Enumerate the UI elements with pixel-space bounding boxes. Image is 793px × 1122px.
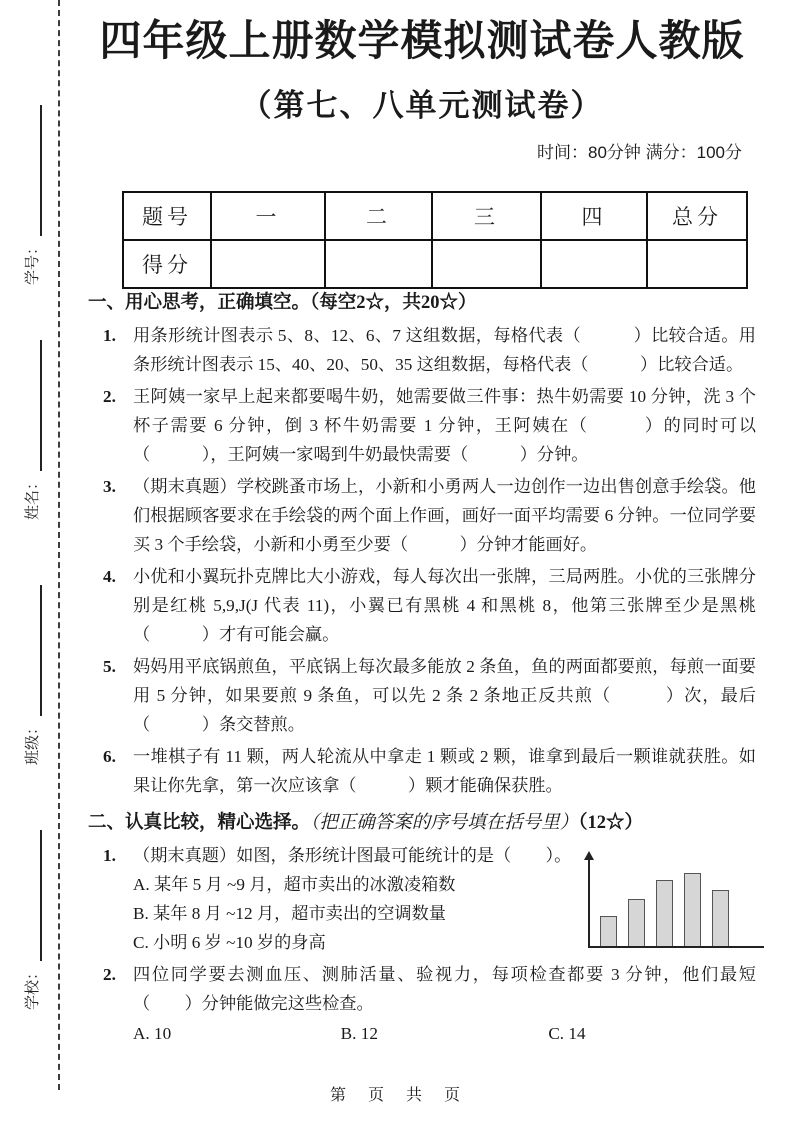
- section1-heading: [88, 287, 756, 318]
- section2-heading: [88, 807, 756, 838]
- score-table-cell-part1: 一: [211, 192, 325, 240]
- question-number: 2.: [103, 387, 116, 406]
- question-1-2: [88, 382, 756, 469]
- question-2-1: [88, 841, 756, 957]
- name-blank-line: [23, 340, 42, 471]
- question-number: 6.: [103, 747, 116, 766]
- question-number: 2.: [103, 965, 116, 984]
- question-1-3: [88, 472, 756, 559]
- binding-dashed-line: [58, 0, 60, 1090]
- section2-heading-points: （12☆）: [578, 813, 644, 833]
- school-blank-line: [23, 830, 42, 961]
- question-text: 王阿姨一家早上起来都要喝牛奶，她需要做三件事：热牛奶需要 10 分钟，洗 3 个杯子需要 6 分钟，倒 3 杯牛奶需要 1 分钟，王阿姨在（ ）的同时可以（ ），王阿姨一家喝到牛奶最快需要（ ）分钟。: [133, 387, 756, 464]
- header: [88, 16, 756, 163]
- bar: [600, 916, 617, 946]
- exam-body: [88, 287, 756, 1051]
- score-table-cell-question-no: 题号: [123, 192, 211, 240]
- score-cell-empty: [432, 240, 541, 288]
- score-cell-empty: [211, 240, 325, 288]
- question-text: 四位同学要去测血压、测肺活量、验视力，每项检查都要 3 分钟，他们最短（ ）分钟能做完这些检查。: [133, 965, 756, 1013]
- question-text: 用条形统计图表示 5、8、12、6、7 这组数据，每格代表（ ）比较合适。用条形统计图表示 15、40、20、50、35 这组数据，每格代表（ ）比较合适。: [133, 326, 756, 374]
- option-row: [133, 1019, 756, 1048]
- bar-chart: [588, 858, 764, 948]
- sidebar-field-school: [18, 830, 42, 1010]
- question-number: 4.: [103, 567, 116, 586]
- option-list: [133, 870, 595, 957]
- section2-heading-text: 二、认真比较，精心选择。: [88, 811, 311, 832]
- score-cell-empty: [541, 240, 647, 288]
- section1-heading-text: 一、用心思考，正确填空。: [88, 291, 311, 312]
- sidebar-field-student-id: [18, 105, 42, 285]
- question-text: 一堆棋子有 11 颗，两人轮流从中拿走 1 颗或 2 颗，谁拿到最后一颗谁就获胜。如果让你先拿，第一次应该拿（ ）颗才能确保获胜。: [133, 747, 756, 795]
- footer-page-label: 第 页 共 页: [329, 1087, 463, 1104]
- score-table-cell-part2: 二: [325, 192, 432, 240]
- student-id-blank-line: [23, 105, 42, 236]
- section2-heading-note: （把正确答案的序号填在括号里）: [310, 813, 579, 833]
- question-text: （期末真题）如图，条形统计图最可能统计的是（ ）。: [133, 846, 572, 865]
- bar: [628, 899, 645, 946]
- question-number: 3.: [103, 477, 116, 496]
- class-label: 班级：: [25, 719, 41, 765]
- question-1-1: [88, 321, 756, 379]
- score-table: [122, 191, 748, 289]
- y-axis-arrow-icon: [584, 851, 594, 860]
- exam-subtitle: （第七、八单元测试卷）: [240, 88, 604, 124]
- question-text: 妈妈用平底锅煎鱼，平底锅上每次最多能放 2 条鱼，鱼的两面都要煎，每煎一面要用 5 分钟，如果要煎 9 条鱼，可以先 2 条 2 条地正反共煎（ ）次，最后（ ）条交替煎。: [133, 657, 756, 734]
- score-table-cell-part4: 四: [541, 192, 647, 240]
- time-score-info: 时间：80分钟 满分：100分: [537, 143, 742, 163]
- question-text: 小优和小翼玩扑克牌比大小游戏，每人每次出一张牌，三局两胜。小优的三张牌分别是红桃 5,9,J(J 代表 11)，小翼已有黑桃 4 和黑桃 8，他第三张牌至少是黑桃（ ）才有可能会赢。: [133, 567, 756, 644]
- bar-chart-bars: [600, 858, 729, 946]
- bar: [656, 880, 673, 946]
- student-id-label: 学号：: [25, 239, 41, 285]
- option-a: A. 10: [133, 1024, 172, 1043]
- question-text: （期末真题）学校跳蚤市场上，小新和小勇两人一边创作一边出售创意手绘袋。他们根据顾客要求在手绘袋的两个面上作画，画好一面平均需要 6 分钟。一位同学要买 3 个手绘袋，小新和小勇至少要（ ）分钟才能画好。: [133, 477, 756, 554]
- question-1-5: [88, 652, 756, 739]
- option-c: C. 14: [548, 1024, 586, 1043]
- option-b: B. 12: [340, 1024, 378, 1043]
- score-table-cell-part3: 三: [432, 192, 541, 240]
- score-row-label: 得分: [123, 240, 211, 288]
- question-1-6: [88, 742, 756, 800]
- exam-title: 四年级上册数学模拟测试卷人教版: [99, 17, 745, 64]
- school-label: 学校：: [25, 964, 41, 1010]
- class-blank-line: [23, 585, 42, 716]
- bar: [684, 873, 701, 946]
- sidebar-field-class: [18, 585, 42, 765]
- question-number: 1.: [103, 326, 116, 345]
- bar: [712, 890, 729, 946]
- score-cell-empty: [325, 240, 432, 288]
- question-number: 5.: [103, 657, 116, 676]
- question-number: 1.: [103, 846, 116, 865]
- score-table-score-row: [123, 240, 747, 288]
- score-cell-empty: [647, 240, 747, 288]
- question-2-2: [88, 960, 756, 1048]
- question-1-4: [88, 562, 756, 649]
- score-table-header-row: [123, 192, 747, 240]
- bar-chart-plot: [588, 858, 764, 948]
- option-b: B. 某年 8 月 ~12 月，超市卖出的空调数量: [133, 904, 446, 923]
- name-label: 姓名：: [25, 474, 41, 520]
- section1-heading-note: （每空2☆，共20☆）: [310, 293, 477, 313]
- sidebar-field-name: [18, 340, 42, 520]
- option-a: A. 某年 5 月 ~9 月，超市卖出的冰激凌箱数: [133, 875, 456, 894]
- option-c: C. 小明 6 岁 ~10 岁的身高: [133, 933, 326, 952]
- score-table-cell-total: 总分: [647, 192, 747, 240]
